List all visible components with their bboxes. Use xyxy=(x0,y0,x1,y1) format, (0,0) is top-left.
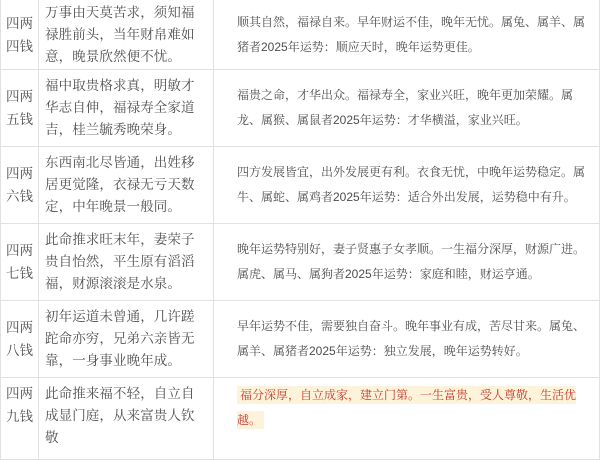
table-row xyxy=(1,0,600,70)
interpretation-text: 早年运势不佳，需要独自奋斗。晚年事业有成，苦尽甘来。属兔、属羊、属猪者2025年运势：独立发展，晚年运势转好。 xyxy=(237,319,586,358)
table-row xyxy=(1,70,600,147)
interpretation-cell xyxy=(214,301,600,378)
interpretation-text: 福贵之命，才华出众。福禄寿全，家业兴旺，晚年更加荣耀。属龙、属猴、属鼠者2025年运势：才华横溢，家业兴旺。 xyxy=(237,88,574,127)
interpretation-cell xyxy=(214,70,600,147)
weight-line1: 四两 xyxy=(6,386,33,401)
weight-cell xyxy=(1,0,39,70)
interpretation-cell xyxy=(214,0,600,70)
weight-line2: 六钱 xyxy=(6,189,33,204)
interpretation-text: 四方发展皆宜，出外发展更有利。衣食无忧，中晚年运势稳定。属牛、属蛇、属鸡者2025年运势：适合外出发展，运势稳中有升。 xyxy=(237,165,586,204)
interpretation-cell xyxy=(214,378,600,460)
weight-line1: 四两 xyxy=(6,89,33,104)
table-row xyxy=(1,147,600,224)
weight-line1: 四两 xyxy=(6,320,33,335)
poem-cell xyxy=(39,378,214,460)
weight-cell xyxy=(1,224,39,301)
weight-line2: 七钱 xyxy=(6,266,33,281)
poem-cell xyxy=(39,0,214,70)
interpretation-text: 晚年运势特别好，妻子贤惠子女孝顺。一生福分深厚，财源广进。属虎、属马、属狗者2025年运势：家庭和睦，财运亨通。 xyxy=(237,242,586,281)
weight-line1: 四两 xyxy=(6,243,33,258)
interpretation-cell xyxy=(214,147,600,224)
weight-cell xyxy=(1,301,39,378)
poem-cell xyxy=(39,301,214,378)
weight-cell xyxy=(1,378,39,460)
poem-text: 此命推来福不轻，自立自成显门庭，从来富贵人钦敬 xyxy=(45,386,195,445)
weight-line2: 八钱 xyxy=(6,343,33,358)
poem-text: 万事由天莫苦求，须知福禄胜前头，当年财帛难如意，晚景欣然便不忧。 xyxy=(45,4,195,64)
poem-text: 初年运道未曾通，几许蹉跎命亦穷，兄弟六亲皆无靠，一身事业晚年成。 xyxy=(45,309,195,368)
weight-line1: 四两 xyxy=(6,15,33,31)
poem-text: 此命推求旺末年，妻荣子贵自怡然，平生原有滔滔福，财源滚滚是水泉。 xyxy=(45,232,195,291)
weight-line2: 四钱 xyxy=(6,38,33,54)
weight-cell xyxy=(1,70,39,147)
poem-cell xyxy=(39,224,214,301)
weight-line1: 四两 xyxy=(6,166,33,181)
poem-text: 福中取贵格求真，明敏才华志自伸，福禄寿全家道吉，桂兰毓秀晚荣身。 xyxy=(45,78,195,137)
interpretation-text: 顺其自然，福禄自来。早年财运不佳，晚年无忧。属兔、属羊、属猪者2025年运势：顺应天时，晚年运势更佳。 xyxy=(237,14,586,54)
table-row xyxy=(1,378,600,460)
interpretation-cell xyxy=(214,224,600,301)
table-row xyxy=(1,301,600,378)
weight-line2: 九钱 xyxy=(6,409,33,424)
table-row xyxy=(1,224,600,301)
poem-cell xyxy=(39,147,214,224)
weight-line2: 五钱 xyxy=(6,112,33,127)
weight-cell xyxy=(1,147,39,224)
highlighted-interpretation-text: 福分深厚，自立成家，建立门第。一生富贵，受人尊敬，生活优越。 xyxy=(237,388,577,427)
poem-cell xyxy=(39,70,214,147)
poem-text: 东西南北尽皆通，出姓移居更觉隆，衣禄无亏天数定，中年晚景一般同。 xyxy=(45,155,195,214)
